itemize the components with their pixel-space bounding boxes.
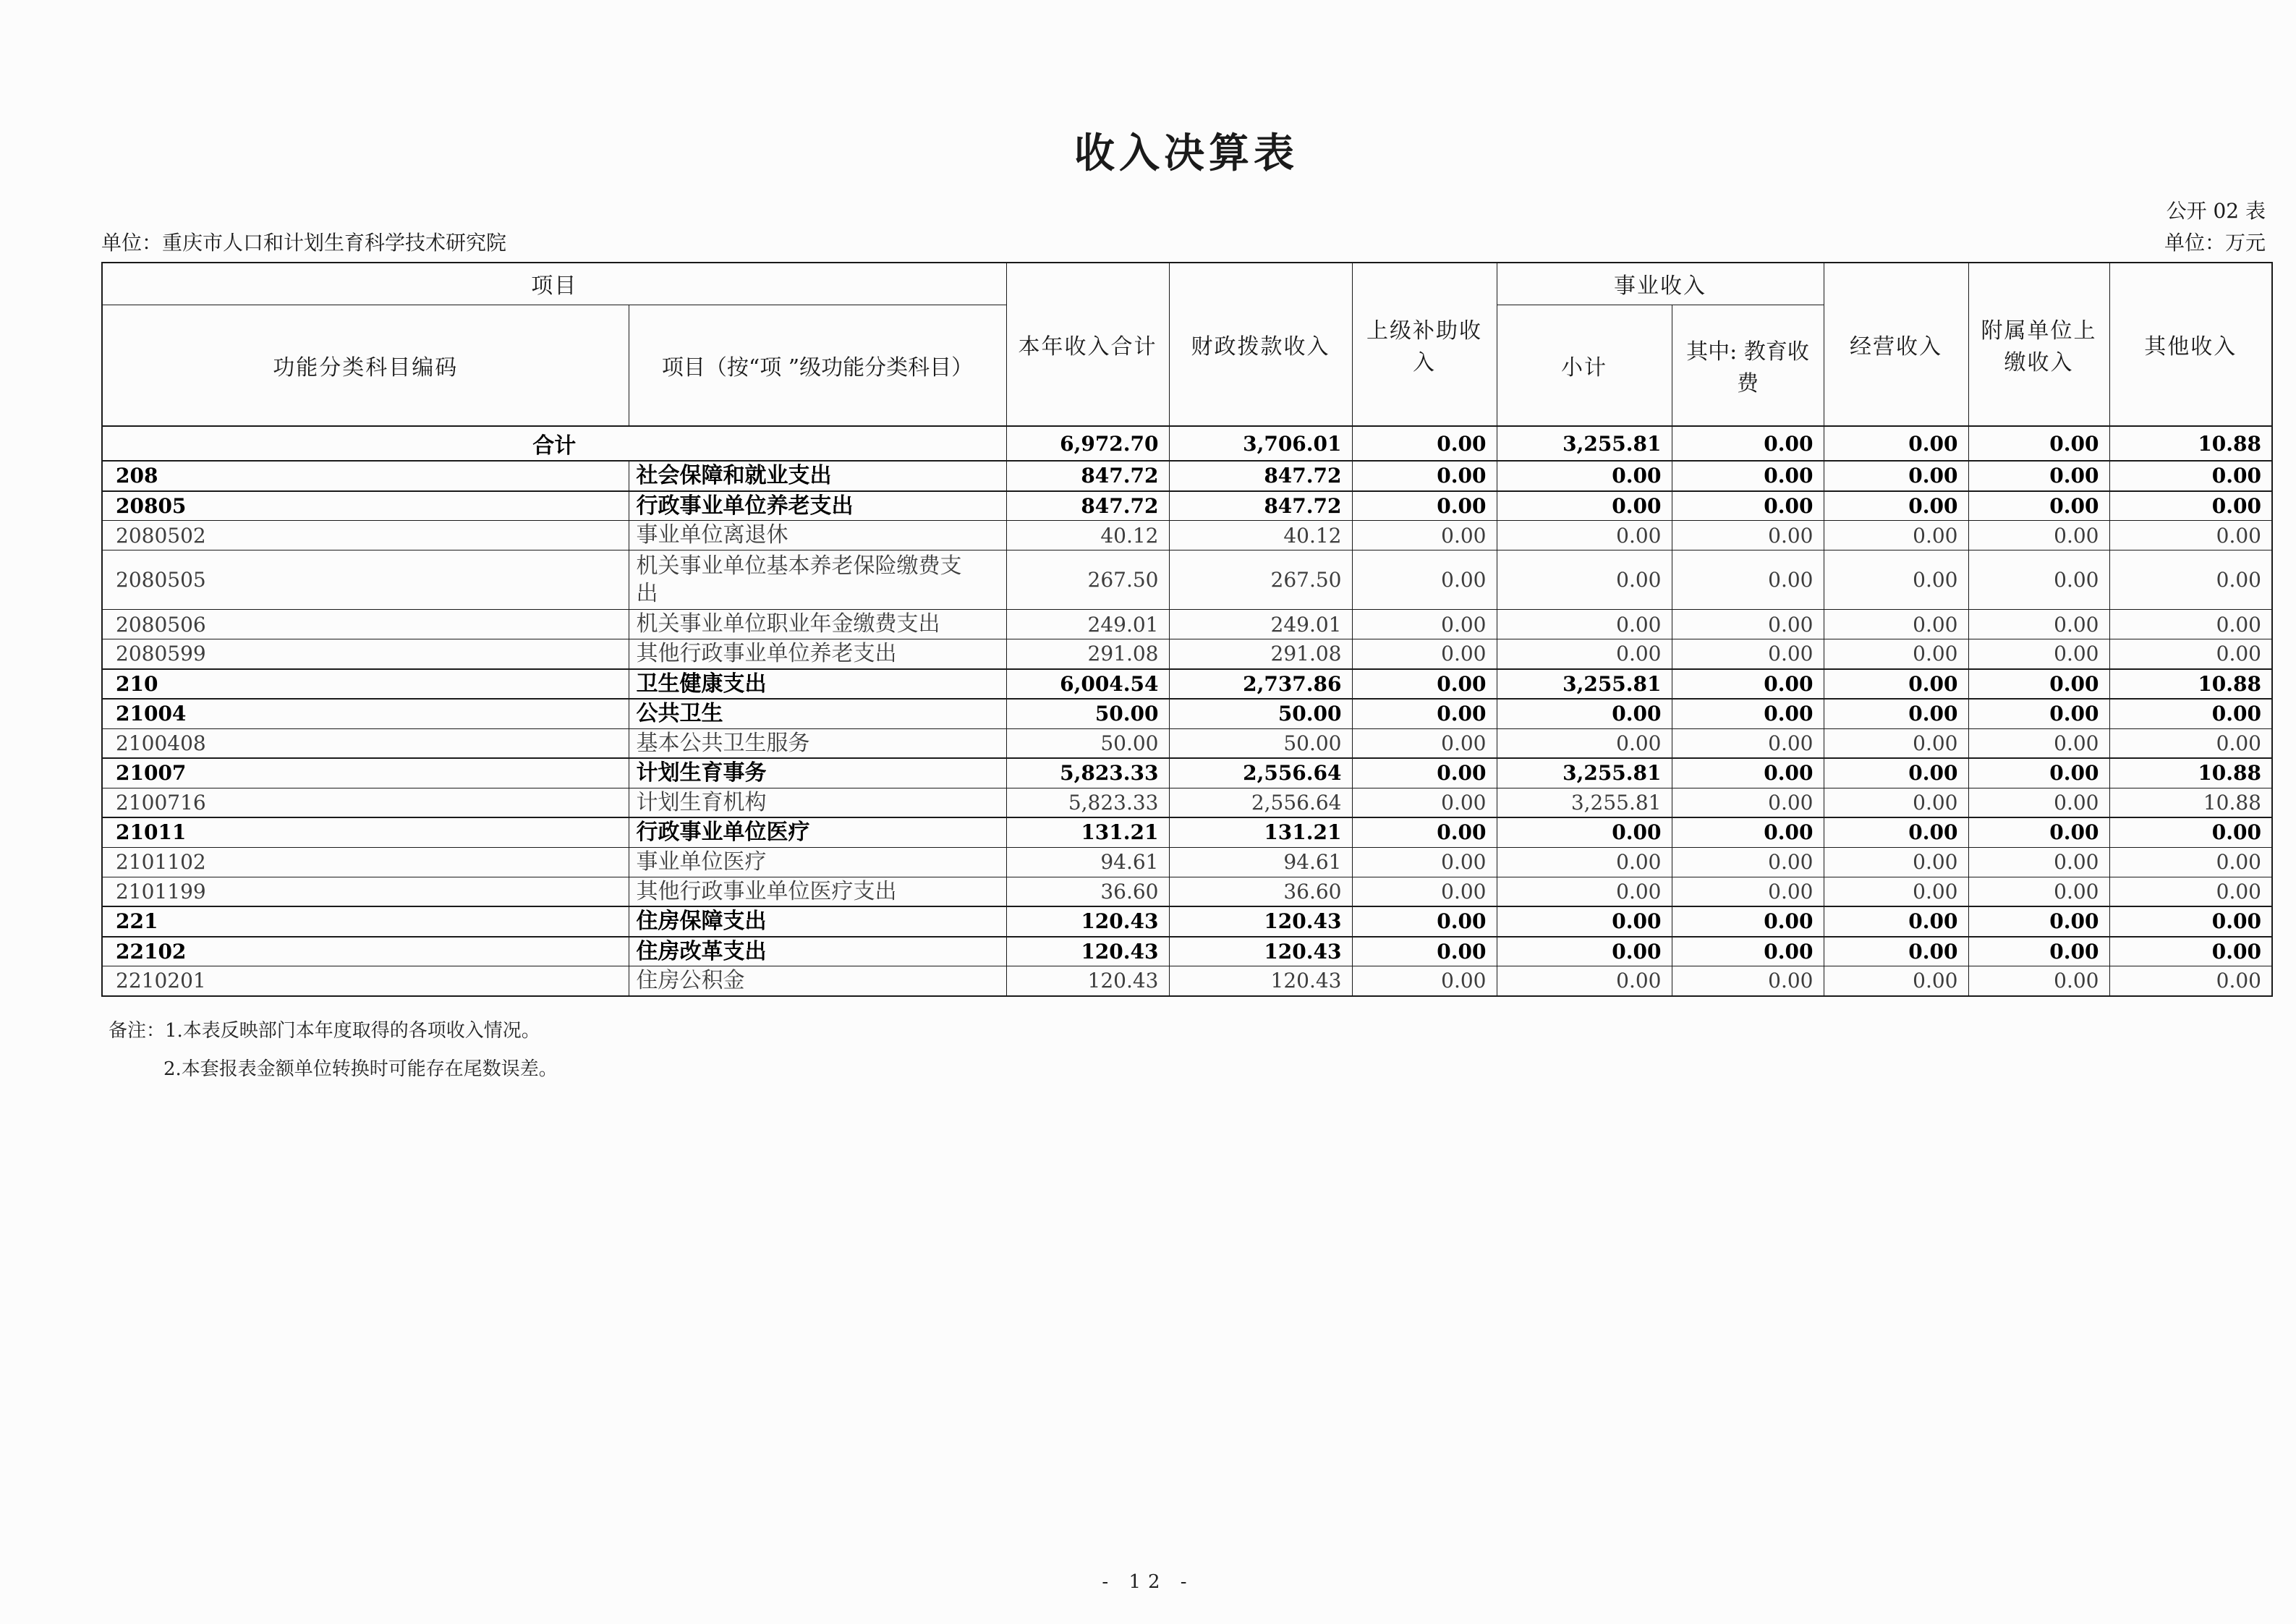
row-value-cell: 249.01 [1006, 610, 1169, 639]
row-value-cell: 50.00 [1006, 728, 1169, 758]
row-value-cell: 0.00 [1352, 966, 1497, 996]
row-function-code: 2100716 [102, 788, 629, 817]
row-value-cell: 0.00 [1824, 699, 1968, 728]
row-value-cell: 0.00 [2109, 877, 2272, 906]
row-value-cell: 0.00 [1968, 758, 2109, 788]
row-value-cell: 0.00 [1672, 817, 1824, 847]
row-value-cell: 0.00 [2109, 461, 2272, 491]
table-total-row [102, 426, 2272, 461]
row-value-cell: 0.00 [1497, 817, 1672, 847]
row-value-cell: 3,255.81 [1497, 788, 1672, 817]
header-col-operating-income: 经营收入 [1824, 263, 1968, 426]
table-row [102, 550, 2272, 610]
row-value-cell: 0.00 [1672, 758, 1824, 788]
row-function-code: 2210201 [102, 966, 629, 996]
table-row [102, 461, 2272, 491]
row-value-cell: 0.00 [1824, 966, 1968, 996]
row-value-cell: 40.12 [1169, 521, 1352, 550]
row-value-cell: 94.61 [1169, 847, 1352, 877]
row-value-cell: 0.00 [2109, 639, 2272, 669]
row-function-code: 20805 [102, 491, 629, 521]
unit-name: 单位：重庆市人口和计划生育科学技术研究院 [101, 231, 507, 255]
row-value-cell: 0.00 [1352, 758, 1497, 788]
row-value-cell: 0.00 [1497, 966, 1672, 996]
row-value-cell: 0.00 [1672, 669, 1824, 700]
row-value-cell: 0.00 [2109, 937, 2272, 966]
row-value-cell: 0.00 [1824, 426, 1968, 461]
row-value-cell: 291.08 [1169, 639, 1352, 669]
row-value-cell: 0.00 [1968, 491, 2109, 521]
row-value-cell: 0.00 [1352, 669, 1497, 700]
row-value-cell: 120.43 [1006, 906, 1169, 937]
row-value-cell: 0.00 [1497, 728, 1672, 758]
row-item-name: 行政事业单位养老支出 [629, 491, 1006, 521]
row-value-cell: 0.00 [1672, 426, 1824, 461]
row-value-cell: 40.12 [1006, 521, 1169, 550]
row-value-cell: 0.00 [1497, 610, 1672, 639]
row-value-cell: 0.00 [1824, 906, 1968, 937]
table-row [102, 699, 2272, 728]
row-value-cell: 10.88 [2109, 426, 2272, 461]
row-value-cell: 0.00 [2109, 847, 2272, 877]
row-value-cell: 0.00 [1968, 847, 2109, 877]
row-value-cell: 0.00 [1352, 550, 1497, 610]
row-value-cell: 0.00 [1968, 877, 2109, 906]
row-value-cell: 36.60 [1169, 877, 1352, 906]
row-value-cell: 0.00 [1352, 426, 1497, 461]
row-value-cell: 10.88 [2109, 788, 2272, 817]
row-value-cell: 0.00 [1968, 728, 2109, 758]
row-value-cell: 5,823.33 [1006, 788, 1169, 817]
row-value-cell: 0.00 [2109, 966, 2272, 996]
row-value-cell: 120.43 [1006, 966, 1169, 996]
row-value-cell: 0.00 [1352, 521, 1497, 550]
header-col-affiliated-remittance: 附属单位上缴收入 [1968, 263, 2109, 426]
row-value-cell: 0.00 [1824, 461, 1968, 491]
row-function-code: 21011 [102, 817, 629, 847]
row-value-cell: 847.72 [1169, 461, 1352, 491]
row-value-cell: 0.00 [1824, 758, 1968, 788]
row-value-cell: 3,706.01 [1169, 426, 1352, 461]
row-function-code: 2101199 [102, 877, 629, 906]
row-item-name: 事业单位医疗 [629, 847, 1006, 877]
row-value-cell: 0.00 [1968, 699, 2109, 728]
row-value-cell: 0.00 [2109, 817, 2272, 847]
row-value-cell: 0.00 [1824, 491, 1968, 521]
table-row [102, 610, 2272, 639]
row-value-cell: 0.00 [1497, 937, 1672, 966]
income-final-accounts-table [101, 262, 2273, 997]
row-value-cell: 0.00 [1352, 847, 1497, 877]
row-value-cell: 0.00 [1497, 639, 1672, 669]
row-value-cell: 6,972.70 [1006, 426, 1169, 461]
row-value-cell: 0.00 [1824, 639, 1968, 669]
table-row [102, 847, 2272, 877]
row-value-cell: 0.00 [1352, 877, 1497, 906]
row-value-cell: 0.00 [1824, 877, 1968, 906]
row-value-cell: 0.00 [1672, 610, 1824, 639]
row-value-cell: 267.50 [1169, 550, 1352, 610]
row-function-code: 210 [102, 669, 629, 700]
unit-measure: 单位：万元 [2164, 231, 2266, 255]
row-value-cell: 0.00 [1968, 906, 2109, 937]
row-value-cell: 0.00 [1497, 847, 1672, 877]
row-value-cell: 3,255.81 [1497, 758, 1672, 788]
row-value-cell: 0.00 [2109, 728, 2272, 758]
row-value-cell: 0.00 [1497, 521, 1672, 550]
row-value-cell: 3,255.81 [1497, 426, 1672, 461]
row-function-code: 21007 [102, 758, 629, 788]
table-header [102, 263, 2272, 426]
table-row [102, 788, 2272, 817]
table-row [102, 877, 2272, 906]
row-value-cell: 0.00 [1352, 639, 1497, 669]
row-value-cell: 0.00 [1824, 817, 1968, 847]
footnote-line-1: 备注：1.本表反映部门本年度取得的各项收入情况。 [109, 1019, 540, 1042]
row-value-cell: 0.00 [1968, 937, 2109, 966]
table-row [102, 521, 2272, 550]
row-value-cell: 847.72 [1006, 461, 1169, 491]
row-function-code: 2080505 [102, 550, 629, 610]
row-value-cell: 0.00 [1824, 550, 1968, 610]
row-value-cell: 0.00 [1824, 728, 1968, 758]
row-function-code: 22102 [102, 937, 629, 966]
row-value-cell: 0.00 [1968, 966, 2109, 996]
row-value-cell: 0.00 [1824, 937, 1968, 966]
header-col-superior-subsidy: 上级补助收入 [1352, 263, 1497, 426]
row-item-name: 公共卫生 [629, 699, 1006, 728]
row-value-cell: 249.01 [1169, 610, 1352, 639]
form-code: 公开 02 表 [2166, 199, 2266, 223]
header-col-education-fee: 其中: 教育收费 [1672, 305, 1824, 426]
row-value-cell: 0.00 [1672, 906, 1824, 937]
header-col-fiscal-appropriation: 财政拨款收入 [1169, 263, 1352, 426]
row-value-cell: 0.00 [1672, 788, 1824, 817]
table-row [102, 817, 2272, 847]
row-value-cell: 3,255.81 [1497, 669, 1672, 700]
row-item-name: 行政事业单位医疗 [629, 817, 1006, 847]
row-value-cell: 0.00 [2109, 521, 2272, 550]
row-item-name: 机关事业单位基本养老保险缴费支出 [629, 550, 1006, 610]
table-row [102, 491, 2272, 521]
row-value-cell: 0.00 [1497, 550, 1672, 610]
row-value-cell: 0.00 [1824, 847, 1968, 877]
row-function-code: 2080506 [102, 610, 629, 639]
table-row [102, 669, 2272, 700]
row-value-cell: 0.00 [1352, 491, 1497, 521]
table-row [102, 966, 2272, 996]
row-item-name: 其他行政事业单位养老支出 [629, 639, 1006, 669]
table-row [102, 937, 2272, 966]
row-value-cell: 0.00 [1352, 788, 1497, 817]
header-business-income-group: 事业收入 [1497, 263, 1824, 305]
row-value-cell: 131.21 [1169, 817, 1352, 847]
row-value-cell: 0.00 [2109, 906, 2272, 937]
row-value-cell: 0.00 [1672, 877, 1824, 906]
row-value-cell: 10.88 [2109, 758, 2272, 788]
row-value-cell: 0.00 [1352, 610, 1497, 639]
row-item-name: 基本公共卫生服务 [629, 728, 1006, 758]
row-value-cell: 0.00 [1824, 610, 1968, 639]
table-row [102, 906, 2272, 937]
row-value-cell: 0.00 [1824, 788, 1968, 817]
row-value-cell: 0.00 [2109, 491, 2272, 521]
row-item-name: 机关事业单位职业年金缴费支出 [629, 610, 1006, 639]
row-value-cell: 0.00 [2109, 550, 2272, 610]
row-value-cell: 10.88 [2109, 669, 2272, 700]
row-value-cell: 0.00 [1968, 817, 2109, 847]
row-value-cell: 0.00 [1672, 847, 1824, 877]
row-value-cell: 847.72 [1169, 491, 1352, 521]
row-function-code: 208 [102, 461, 629, 491]
row-value-cell: 0.00 [1672, 461, 1824, 491]
row-value-cell: 0.00 [1672, 937, 1824, 966]
row-value-cell: 2,737.86 [1169, 669, 1352, 700]
row-value-cell: 120.43 [1006, 937, 1169, 966]
row-value-cell: 6,004.54 [1006, 669, 1169, 700]
page-number: - 12 - [1102, 1571, 1194, 1593]
row-value-cell: 0.00 [1672, 966, 1824, 996]
row-value-cell: 0.00 [1968, 669, 2109, 700]
header-col-other-income: 其他收入 [2109, 263, 2272, 426]
row-value-cell: 120.43 [1169, 966, 1352, 996]
row-value-cell: 0.00 [1497, 699, 1672, 728]
row-value-cell: 0.00 [1824, 521, 1968, 550]
row-item-name: 其他行政事业单位医疗支出 [629, 877, 1006, 906]
row-item-name: 计划生育机构 [629, 788, 1006, 817]
row-value-cell: 94.61 [1006, 847, 1169, 877]
row-value-cell: 0.00 [1968, 521, 2109, 550]
row-value-cell: 0.00 [1672, 521, 1824, 550]
row-item-name: 事业单位离退休 [629, 521, 1006, 550]
row-value-cell: 0.00 [1352, 728, 1497, 758]
row-value-cell: 131.21 [1006, 817, 1169, 847]
row-value-cell: 0.00 [1497, 906, 1672, 937]
row-item-name: 社会保障和就业支出 [629, 461, 1006, 491]
header-col-subtotal: 小计 [1497, 305, 1672, 426]
row-value-cell: 0.00 [1352, 461, 1497, 491]
table-row [102, 758, 2272, 788]
header-col-function-code: 功能分类科目编码 [102, 305, 629, 426]
row-value-cell: 0.00 [1968, 426, 2109, 461]
row-item-name: 计划生育事务 [629, 758, 1006, 788]
row-total-label: 合计 [102, 426, 1006, 461]
row-value-cell: 0.00 [1672, 699, 1824, 728]
row-item-name: 住房公积金 [629, 966, 1006, 996]
row-function-code: 221 [102, 906, 629, 937]
header-col-year-total: 本年收入合计 [1006, 263, 1169, 426]
row-function-code: 21004 [102, 699, 629, 728]
row-value-cell: 0.00 [1968, 550, 2109, 610]
row-value-cell: 0.00 [1352, 817, 1497, 847]
row-value-cell: 0.00 [1352, 906, 1497, 937]
footnote-line-2: 2.本套报表金额单位转换时可能存在尾数误差。 [163, 1058, 558, 1080]
table-row [102, 639, 2272, 669]
row-value-cell: 0.00 [1672, 550, 1824, 610]
row-value-cell: 0.00 [2109, 610, 2272, 639]
footnotes [109, 1016, 2296, 1081]
row-value-cell: 5,823.33 [1006, 758, 1169, 788]
page-title: 收入决算表 [1074, 129, 1298, 177]
row-function-code: 2101102 [102, 847, 629, 877]
row-value-cell: 50.00 [1169, 728, 1352, 758]
row-value-cell: 267.50 [1006, 550, 1169, 610]
row-value-cell: 0.00 [1352, 937, 1497, 966]
header-project-group: 项目 [102, 263, 1006, 305]
row-value-cell: 0.00 [1352, 699, 1497, 728]
header-col-item-name: 项目（按“项 ”级功能分类科目） [629, 305, 1006, 426]
meta-row [101, 227, 2266, 256]
row-value-cell: 0.00 [1968, 610, 2109, 639]
row-value-cell: 0.00 [1497, 491, 1672, 521]
row-value-cell: 0.00 [1497, 461, 1672, 491]
row-value-cell: 0.00 [1824, 669, 1968, 700]
row-value-cell: 291.08 [1006, 639, 1169, 669]
row-function-code: 2080599 [102, 639, 629, 669]
row-value-cell: 0.00 [1672, 639, 1824, 669]
row-item-name: 住房保障支出 [629, 906, 1006, 937]
row-value-cell: 2,556.64 [1169, 758, 1352, 788]
row-value-cell: 2,556.64 [1169, 788, 1352, 817]
table-body [102, 426, 2272, 996]
row-value-cell: 0.00 [1968, 639, 2109, 669]
row-value-cell: 0.00 [1497, 877, 1672, 906]
row-value-cell: 50.00 [1169, 699, 1352, 728]
row-value-cell: 0.00 [1672, 491, 1824, 521]
row-value-cell: 0.00 [1968, 788, 2109, 817]
row-function-code: 2100408 [102, 728, 629, 758]
row-value-cell: 0.00 [2109, 699, 2272, 728]
row-item-name: 住房改革支出 [629, 937, 1006, 966]
row-value-cell: 847.72 [1006, 491, 1169, 521]
row-value-cell: 0.00 [1968, 461, 2109, 491]
row-value-cell: 120.43 [1169, 906, 1352, 937]
table-row [102, 728, 2272, 758]
row-value-cell: 50.00 [1006, 699, 1169, 728]
row-value-cell: 0.00 [1672, 728, 1824, 758]
row-function-code: 2080502 [102, 521, 629, 550]
row-value-cell: 36.60 [1006, 877, 1169, 906]
row-item-name: 卫生健康支出 [629, 669, 1006, 700]
row-value-cell: 120.43 [1169, 937, 1352, 966]
